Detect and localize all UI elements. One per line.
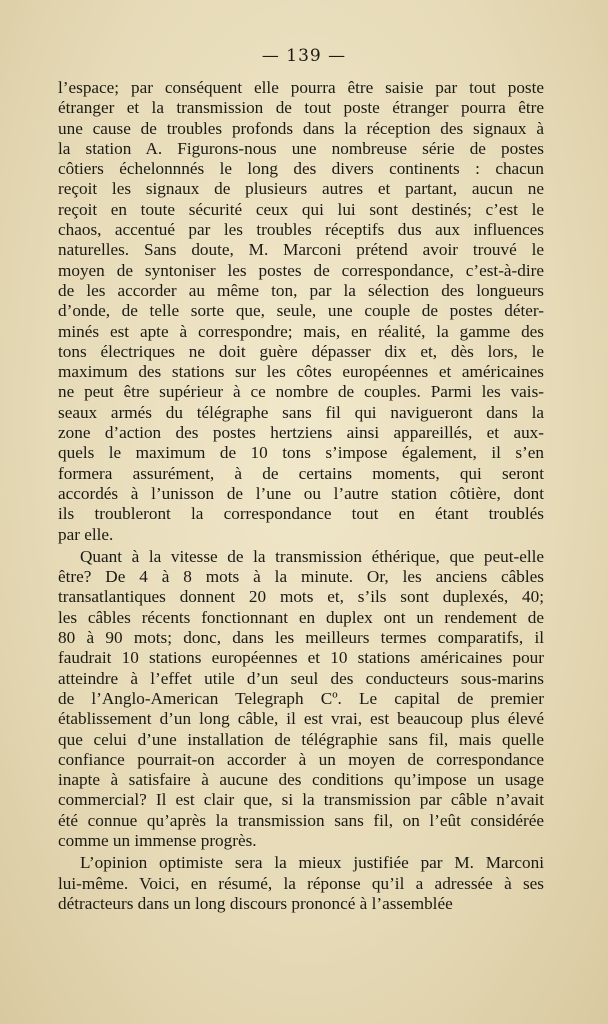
text-line: que celui d’une installation de télégraphie sans fil, mais quelle xyxy=(58,729,544,749)
page-number: — 139 — xyxy=(261,46,347,66)
text-line: naturelles. Sans doute, M. Marconi prétend avoir trouvé le xyxy=(58,240,544,260)
text-line: transatlantiques donnent 20 mots et, s’ils sont duplexés, 40; xyxy=(58,587,544,607)
body-text xyxy=(58,78,544,914)
text-line: de les accorder au même ton, par la sélection des longueurs xyxy=(58,280,544,300)
text-line: l’espace; par conséquent elle pourra être saisie par tout poste xyxy=(58,78,544,97)
text-line: étranger et la transmission de tout poste étranger pourra être xyxy=(58,98,544,118)
paragraph xyxy=(58,547,544,851)
text-line: établissement d’un long câble, il est vrai, est beaucoup plus élevé xyxy=(58,709,544,729)
text-line: confiance pourrait-on accorder à un moyen de correspondance xyxy=(58,749,544,769)
text-line: été connue qu’après la transmission sans fil, on l’eût considérée xyxy=(58,810,544,830)
paragraph xyxy=(58,853,544,914)
text-line: comme un immense progrès. xyxy=(58,830,257,850)
text-line: détracteurs dans un long discours prononcé à l’assemblée xyxy=(58,893,453,913)
text-line: accordés à l’unisson de l’une ou l’autre station côtière, dont xyxy=(58,483,544,503)
text-line: inapte à satisfaire à aucune des conditions qu’impose un usage xyxy=(58,770,544,790)
text-line: être? De 4 à 8 mots à la minute. Or, les anciens câbles xyxy=(58,567,544,587)
text-line: côtiers échelonnnés le long des divers continents : chacun xyxy=(58,159,544,179)
text-line: atteindre à l’effet utile d’un seul des conducteurs sous-marins xyxy=(58,668,544,688)
text-line: de l’Anglo-American Telegraph Cº. Le capital de premier xyxy=(58,688,544,708)
text-line: 80 à 90 mots; donc, dans les meilleurs termes comparatifs, il xyxy=(58,628,544,648)
text-line: reçoit les signaux de plusieurs autres et partant, aucun ne xyxy=(58,179,544,199)
text-line: une cause de troubles profonds dans la réception des signaux à xyxy=(58,118,544,138)
paragraph xyxy=(58,78,544,545)
text-line: d’onde, de telle sorte que, seule, une couple de postes déter- xyxy=(58,301,544,321)
text-line: les câbles récents fonctionnant en duplex ont un rendement de xyxy=(58,607,544,627)
text-line: commercial? Il est clair que, si la transmission par câble n’avait xyxy=(58,790,544,810)
text-line: tons électriques ne doit guère dépasser dix et, dès lors, le xyxy=(58,341,544,361)
text-line: maximum des stations sur les côtes européennes et américaines xyxy=(58,362,544,382)
text-line: Quant à la vitesse de la transmission éthérique, que peut-elle xyxy=(80,546,544,566)
text-line: ne peut être supérieur à ce nombre de couples. Parmi les vais- xyxy=(58,382,544,402)
text-line: par elle. xyxy=(58,524,114,544)
text-line: reçoit en toute sécurité ceux qui lui sont destinés; c’est le xyxy=(58,199,544,219)
text-line: chaos, accentué par les troubles réceptifs dus aux influences xyxy=(58,220,544,240)
text-line: zone d’action des postes hertziens ainsi appareillés, et aux- xyxy=(58,423,544,443)
text-line: lui-même. Voici, en résumé, la réponse qu’il a adressée à ses xyxy=(58,873,544,893)
text-line: faudrait 10 stations européennes et 10 stations américaines pour xyxy=(58,648,544,668)
text-line: seaux armés du télégraphe sans fil qui navigueront dans la xyxy=(58,402,544,422)
text-line: minés est apte à correspondre; mais, en réalité, la gamme des xyxy=(58,321,544,341)
text-line: moyen de syntoniser les postes de correspondance, c’est-à-dire xyxy=(58,260,544,280)
text-line: L’opinion optimiste sera la mieux justifiée par M. Marconi xyxy=(80,853,544,873)
text-line: quels le maximum de 10 tons s’impose également, il s’en xyxy=(58,443,544,463)
text-line: la station A. Figurons-nous une nombreuse série de postes xyxy=(58,138,544,158)
text-line: ils troubleront la correspondance tout en étant troublés xyxy=(58,504,544,524)
text-line: formera assurément, à de certains moments, qui seront xyxy=(58,463,544,483)
